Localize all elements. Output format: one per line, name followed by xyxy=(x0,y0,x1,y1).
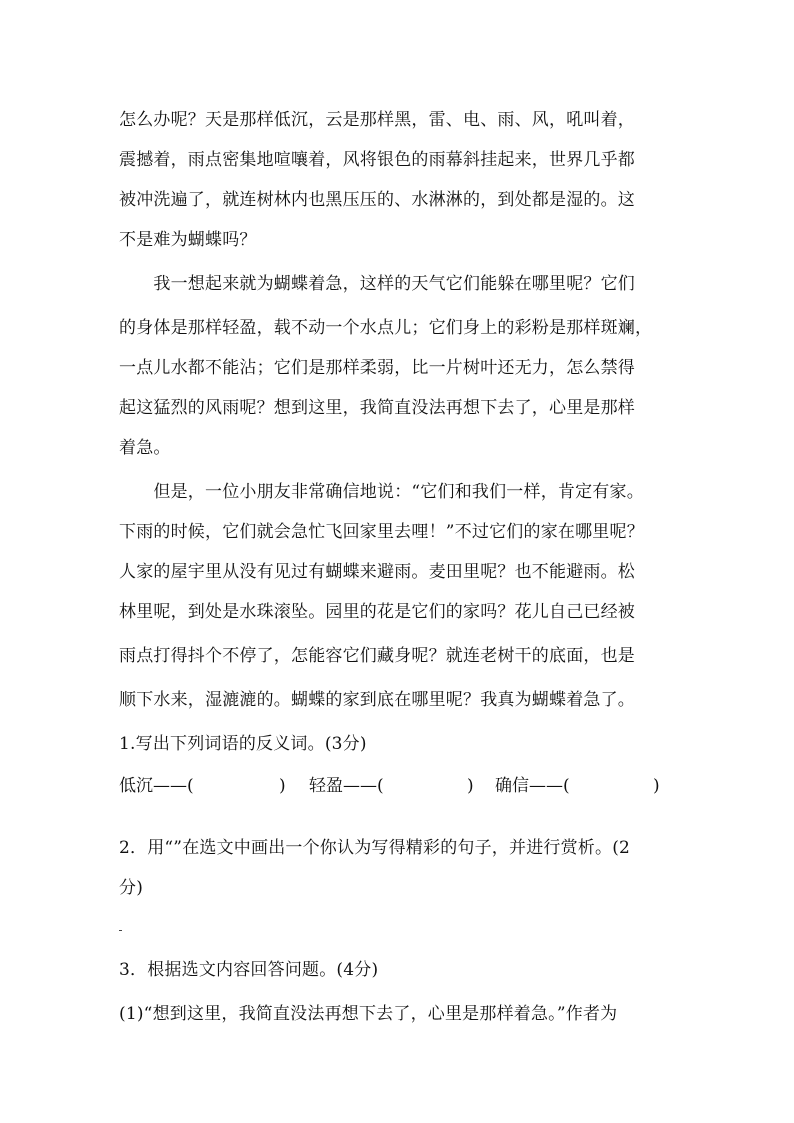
antonym-1-close: ) xyxy=(279,776,286,796)
question-1-title: 1.写出下列词语的反义词。(3分) xyxy=(119,734,367,754)
passage-p3-line-2: 下雨的时候，它们就会急忙飞回家里去哩！”不过它们的家在哪里呢？ xyxy=(119,522,644,542)
antonym-3-close: ) xyxy=(653,776,660,796)
passage-p3-line-3: 人家的屋宇里从没有见过有蝴蝶来避雨。麦田里呢？也不能避雨。松 xyxy=(119,562,635,582)
antonym-2-close: ) xyxy=(467,776,474,796)
question-2-line-1: 2．用“”在选文中画出一个你认为写得精彩的句子，并进行赏析。(2 xyxy=(119,838,631,858)
passage-p2-line-4: 起这猛烈的风雨呢？想到这里，我简直没法再想下去了，心里是那样 xyxy=(119,398,635,418)
question-2-line-2: 分) xyxy=(119,878,144,898)
question-1-answer-row xyxy=(119,774,679,798)
passage-p1-line-3: 被冲洗遍了，就连树林内也黑压压的、水淋淋的，到处都是湿的。这 xyxy=(119,190,635,210)
passage-p1-line-2: 震撼着，雨点密集地喧嚷着，风将银色的雨幕斜挂起来，世界几乎都 xyxy=(119,150,635,170)
passage-p2-line-1: 我一想起来就为蝴蝶着急，这样的天气它们能躲在哪里呢？它们 xyxy=(119,274,635,294)
passage-p2-line-3: 一点儿水都不能沾；它们是那样柔弱，比一片树叶还无力，怎么禁得 xyxy=(119,358,635,378)
antonym-3-word: 确信——( xyxy=(495,776,570,796)
antonym-2-word: 轻盈——( xyxy=(309,776,384,796)
passage-p2-line-2: 的身体是那样轻盈，载不动一个水点儿；它们身上的彩粉是那样斑斓， xyxy=(119,318,653,338)
question-3-sub-1: (1)“想到这里，我简直没法再想下去了，心里是那样着急。”作者为 xyxy=(119,1004,618,1024)
passage-p3-line-6: 顺下水来，湿漉漉的。蝴蝶的家到底在哪里呢？我真为蝴蝶着急了。 xyxy=(119,690,635,710)
passage-p1-line-4: 不是难为蝴蝶吗？ xyxy=(119,230,257,250)
passage-p2-line-5: 着急。 xyxy=(119,438,171,458)
antonym-1-word: 低沉——( xyxy=(119,776,194,796)
passage-p3-line-5: 雨点打得抖个不停了，怎能容它们藏身呢？就连老树干的底面，也是 xyxy=(119,646,635,666)
passage-p1-line-1: 怎么办呢？天是那样低沉，云是那样黑，雷、电、雨、风，吼叫着， xyxy=(119,110,635,130)
passage-p3-line-4: 林里呢，到处是水珠滚坠。园里的花是它们的家吗？花儿自己已经被 xyxy=(119,602,635,622)
stray-mark xyxy=(119,930,122,931)
question-3-title: 3．根据选文内容回答问题。(4分) xyxy=(119,960,379,980)
passage-p3-line-1: 但是，一位小朋友非常确信地说：“它们和我们一样，肯定有家。 xyxy=(119,482,644,502)
